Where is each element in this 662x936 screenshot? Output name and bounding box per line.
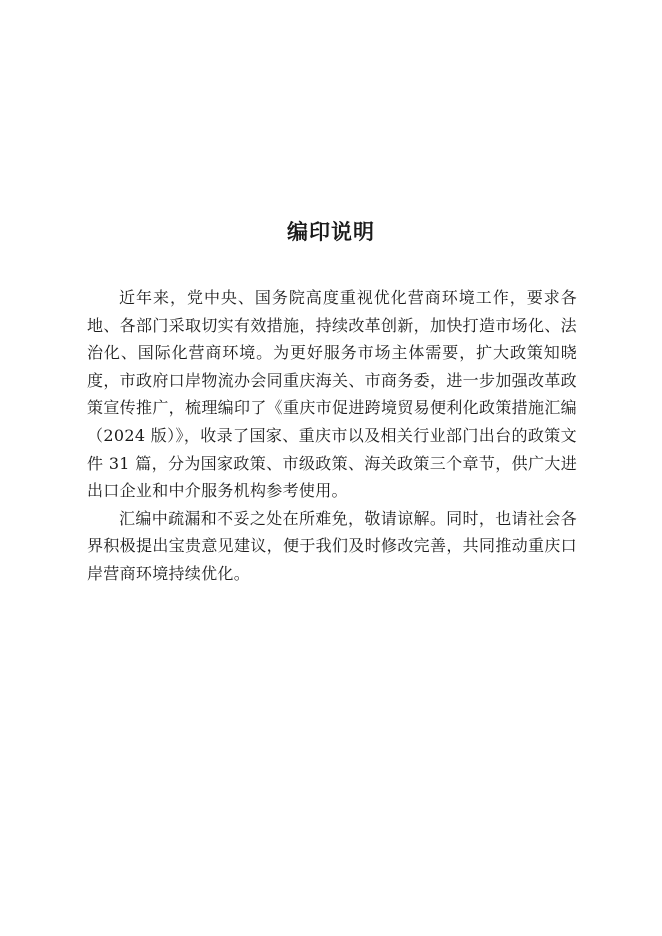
paragraph-closing: 汇编中疏漏和不妥之处在所难免，敬请谅解。同时，也请社会各界积极提出宝贵意见建议，便于我们及时修改完善，共同推动重庆口岸营商环境持续优化。: [87, 508, 577, 583]
document-title: 编印说明: [287, 220, 375, 244]
document-body: [87, 284, 577, 588]
paragraph-intro: 近年来，党中央、国务院高度重视优化营商环境工作，要求各地、各部门采取切实有效措施，持续改革创新，加快打造市场化、法治化、国际化营商环境。为更好服务市场主体需要，扩大政策知晓度，市政府口岸物流办会同重庆海关、市商务委，进一步加强改革政策宣传推广，梳理编印了《重庆市促进跨境贸易便利化政策措施汇编（2024 版）》，收录了国家、重庆市以及相关行业部门出台的政策文件 31 篇，分为国家政策、市级政策、海关政策三个章节，供广大进出口企业和中介服务机构参考使用。: [87, 288, 577, 501]
